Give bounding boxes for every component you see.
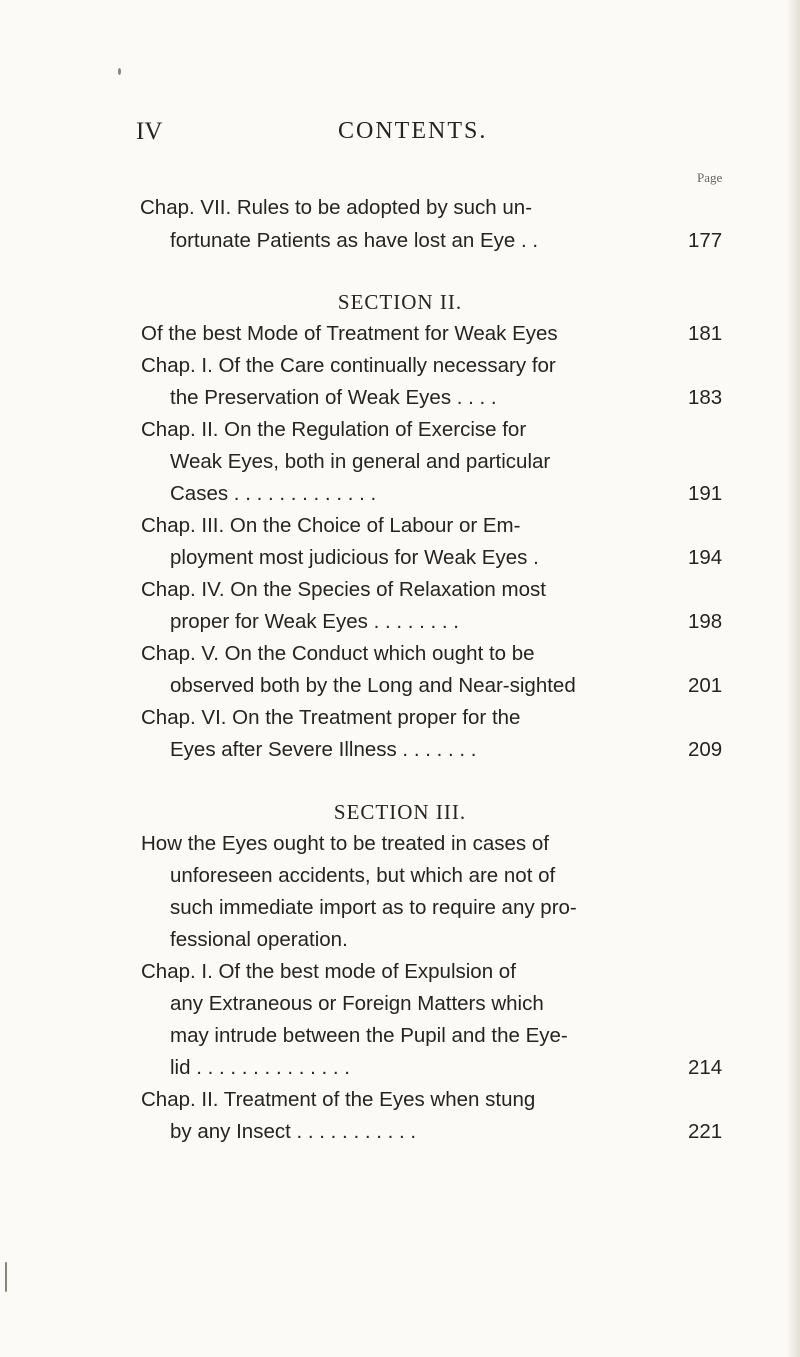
paper-speck	[5, 1262, 7, 1292]
page-header	[0, 118, 800, 158]
toc-page-number: 198	[688, 610, 723, 633]
toc-page-number: 191	[688, 482, 723, 505]
toc-entry-line: Chap. I. Of the best mode of Expulsion of	[141, 960, 516, 983]
toc-entry-line: Chap. II. Treatment of the Eyes when stung	[141, 1088, 536, 1111]
toc-entry-line: fessional operation.	[170, 928, 348, 951]
toc-page-number: 201	[688, 674, 723, 697]
running-head: CONTENTS.	[338, 118, 488, 144]
toc-page-number: 209	[688, 738, 723, 761]
toc-page-number: 221	[688, 1120, 723, 1143]
toc-entry-line: such immediate import as to require any pro-	[170, 896, 577, 919]
toc-entry-line: Chap. I. Of the Care continually necessary for	[141, 354, 556, 377]
toc-entry-line: unforeseen accidents, but which are not of	[170, 864, 556, 887]
toc-entry-line: Chap. III. On the Choice of Labour or Em-	[141, 514, 521, 537]
toc-entry-line: Eyes after Severe Illness . . . . . . .	[170, 738, 477, 761]
section-title: SECTION III.	[333, 800, 467, 824]
toc-entry-line: observed both by the Long and Near-sighted	[170, 674, 576, 697]
toc-entry-line: fortunate Patients as have lost an Eye . .	[170, 229, 539, 252]
toc-entry-line: Chap. V. On the Conduct which ought to be	[141, 642, 535, 665]
toc-entry-line: Cases . . . . . . . . . . . . .	[170, 482, 377, 505]
toc-entry-line: How the Eyes ought to be treated in cases of	[141, 832, 549, 855]
page-number: IV	[136, 118, 163, 145]
toc-entry-line: Chap. VI. On the Treatment proper for the	[141, 706, 521, 729]
toc-page-number: 181	[688, 322, 723, 345]
toc-entry-line: any Extraneous or Foreign Matters which	[170, 992, 544, 1015]
toc-page-number: 214	[688, 1056, 723, 1079]
toc-page-number: 194	[688, 546, 723, 569]
toc-page-number: 177	[688, 229, 723, 252]
toc-entry-line: the Preservation of Weak Eyes . . . .	[170, 386, 497, 409]
toc-entry-line: Weak Eyes, both in general and particular	[170, 450, 551, 473]
toc-entry-line: by any Insect . . . . . . . . . . .	[170, 1120, 417, 1143]
toc-entry-line: Chap. VII. Rules to be adopted by such un-	[140, 196, 533, 219]
toc-entry-line: Chap. II. On the Regulation of Exercise for	[141, 418, 527, 441]
page-edge-shadow	[786, 0, 800, 1357]
toc-entry-line: Of the best Mode of Treatment for Weak Eyes	[141, 322, 558, 345]
section-title: SECTION II.	[337, 290, 463, 314]
toc-page-number: 183	[688, 386, 723, 409]
toc-entry-line: ployment most judicious for Weak Eyes .	[170, 546, 539, 569]
toc-entry-line: lid . . . . . . . . . . . . . .	[170, 1056, 350, 1079]
paper-speck	[118, 68, 121, 75]
toc-entry-line: Chap. IV. On the Species of Relaxation most	[141, 578, 546, 601]
toc-entry-line: may intrude between the Pupil and the Eye-	[170, 1024, 568, 1047]
toc-entry-line: proper for Weak Eyes . . . . . . . .	[170, 610, 460, 633]
page-column-label: Page	[697, 170, 723, 185]
